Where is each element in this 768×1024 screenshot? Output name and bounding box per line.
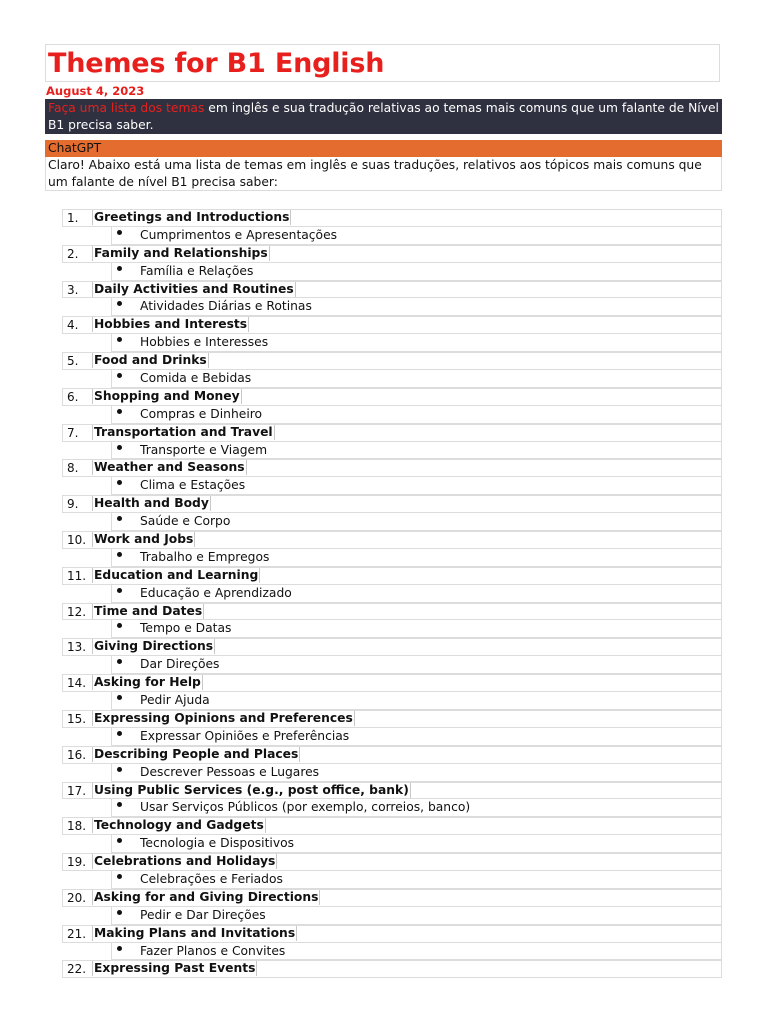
bullet-icon — [117, 409, 122, 414]
theme-portuguese: Educação e Aprendizado — [140, 585, 292, 600]
theme-translation-item — [111, 549, 722, 567]
theme-english: Making Plans and Invitations — [94, 925, 296, 940]
bullet-icon — [117, 874, 122, 879]
theme-number: 15. — [67, 711, 87, 726]
theme-number: 9. — [67, 497, 79, 512]
bullet-icon — [117, 516, 122, 521]
theme-portuguese: Pedir e Dar Direções — [140, 907, 266, 922]
theme-number: 20. — [67, 890, 87, 905]
bullet-icon — [117, 552, 122, 557]
theme-translation-item — [111, 943, 722, 961]
theme-portuguese: Atividades Diárias e Rotinas — [140, 299, 312, 314]
theme-item — [62, 817, 722, 835]
theme-english: Education and Learning — [94, 567, 259, 582]
theme-number: 10. — [67, 533, 87, 548]
theme-item — [62, 281, 722, 299]
theme-item — [62, 889, 722, 907]
theme-portuguese: Compras e Dinheiro — [140, 406, 263, 421]
bullet-icon — [117, 623, 122, 628]
theme-item — [62, 638, 722, 656]
theme-translation-item — [111, 406, 722, 424]
theme-portuguese: Usar Serviços Públicos (por exemplo, correios, banco) — [140, 800, 471, 815]
theme-english: Asking for Help — [94, 675, 201, 690]
bullet-icon — [117, 301, 122, 306]
theme-english: Celebrations and Holidays — [94, 854, 276, 869]
bullet-icon — [117, 946, 122, 951]
date-label: August 4, 2023 — [46, 84, 145, 98]
bullet-icon — [117, 445, 122, 450]
theme-translation-item — [111, 477, 722, 495]
theme-english: Hobbies and Interests — [94, 317, 248, 332]
theme-item — [62, 459, 722, 477]
page-title: Themes for B1 English — [48, 48, 385, 79]
theme-english: Time and Dates — [94, 603, 203, 618]
theme-item — [62, 424, 722, 442]
theme-english: Using Public Services (e.g., post office, bank) — [94, 782, 409, 797]
theme-english: Food and Drinks — [94, 353, 207, 368]
bullet-icon — [117, 266, 122, 271]
theme-english: Family and Relationships — [94, 245, 268, 260]
theme-portuguese: Saúde e Corpo — [140, 514, 231, 529]
theme-portuguese: Família e Relações — [140, 263, 254, 278]
theme-english: Expressing Past Events — [94, 961, 256, 976]
theme-english: Transportation and Travel — [94, 424, 273, 439]
theme-translation-item — [111, 620, 722, 638]
theme-portuguese: Expressar Opiniões e Preferências — [140, 728, 350, 743]
theme-english: Daily Activities and Routines — [94, 281, 294, 296]
theme-portuguese: Fazer Planos e Convites — [140, 943, 286, 958]
theme-item — [62, 853, 722, 871]
theme-translation-item — [111, 871, 722, 889]
bullet-icon — [117, 838, 122, 843]
theme-translation-item — [111, 799, 722, 817]
title-box — [45, 44, 720, 82]
theme-number: 14. — [67, 676, 87, 691]
bullet-icon — [117, 230, 122, 235]
theme-translation-item — [111, 370, 722, 388]
bullet-icon — [117, 802, 122, 807]
theme-portuguese: Transporte e Viagem — [140, 442, 268, 457]
bullet-icon — [117, 695, 122, 700]
theme-item — [62, 925, 722, 943]
theme-number: 18. — [67, 819, 87, 834]
theme-translation-item — [111, 585, 722, 603]
theme-item — [62, 746, 722, 764]
theme-number: 8. — [67, 461, 79, 476]
theme-item — [62, 782, 722, 800]
theme-portuguese: Tecnologia e Dispositivos — [140, 836, 295, 851]
theme-portuguese: Cumprimentos e Apresentações — [140, 227, 338, 242]
theme-english: Expressing Opinions and Preferences — [94, 710, 353, 725]
bullet-icon — [117, 731, 122, 736]
theme-english: Work and Jobs — [94, 532, 194, 547]
bullet-icon — [117, 480, 122, 485]
theme-translation-item — [111, 513, 722, 531]
bullet-icon — [117, 588, 122, 593]
theme-number: 12. — [67, 604, 87, 619]
theme-number: 22. — [67, 962, 87, 977]
theme-item — [62, 316, 722, 334]
theme-list — [62, 209, 722, 978]
theme-translation-item — [111, 227, 722, 245]
theme-translation-item — [111, 298, 722, 316]
theme-portuguese: Trabalho e Empregos — [140, 549, 270, 564]
bullet-icon — [117, 659, 122, 664]
theme-english: Greetings and Introductions — [94, 210, 290, 224]
prompt-text: em inglês e sua tradução relativas ao temas mais comuns que um falante de Nível B1 precisa saber. — [48, 101, 719, 132]
theme-portuguese: Pedir Ajuda — [140, 693, 210, 708]
theme-number: 17. — [67, 783, 87, 798]
theme-item — [62, 603, 722, 621]
theme-portuguese: Clima e Estações — [140, 478, 246, 493]
theme-portuguese: Comida e Bebidas — [140, 371, 252, 386]
theme-translation-item — [111, 728, 722, 746]
bullet-icon — [117, 767, 122, 772]
prompt-message — [45, 99, 722, 134]
theme-number: 11. — [67, 568, 87, 583]
theme-item — [62, 352, 722, 370]
theme-portuguese: Hobbies e Interesses — [140, 335, 269, 350]
theme-number: 13. — [67, 640, 87, 655]
theme-item — [62, 388, 722, 406]
theme-portuguese: Dar Direções — [140, 657, 220, 672]
theme-number: 4. — [67, 318, 79, 333]
theme-portuguese: Tempo e Datas — [140, 621, 232, 636]
theme-translation-item — [111, 442, 722, 460]
theme-item — [62, 209, 722, 227]
theme-english: Shopping and Money — [94, 388, 240, 403]
theme-translation-item — [111, 334, 722, 352]
theme-english: Giving Directions — [94, 639, 214, 654]
response-intro: Claro! Abaixo está uma lista de temas em inglês e suas traduções, relativos aos tópicos mais comuns que um falante de nível B1 precisa saber: — [45, 157, 722, 191]
theme-number: 6. — [67, 389, 79, 404]
theme-item — [62, 495, 722, 513]
theme-number: 2. — [67, 246, 79, 261]
theme-translation-item — [111, 263, 722, 281]
theme-number: 19. — [67, 855, 87, 870]
theme-number: 3. — [67, 282, 79, 297]
theme-number: 1. — [67, 211, 79, 225]
theme-portuguese: Descrever Pessoas e Lugares — [140, 764, 320, 779]
theme-item — [62, 567, 722, 585]
theme-item — [62, 960, 722, 978]
theme-translation-item — [111, 764, 722, 782]
theme-translation-item — [111, 656, 722, 674]
theme-number: 5. — [67, 354, 79, 369]
theme-translation-item — [111, 835, 722, 853]
bullet-icon — [117, 373, 122, 378]
bullet-icon — [117, 910, 122, 915]
theme-english: Asking for and Giving Directions — [94, 889, 319, 904]
prompt-highlight: Faça uma lista dos temas — [48, 101, 205, 115]
theme-item — [62, 531, 722, 549]
theme-item — [62, 674, 722, 692]
theme-translation-item — [111, 907, 722, 925]
theme-item — [62, 710, 722, 728]
theme-number: 16. — [67, 747, 87, 762]
responder-header: ChatGPT — [45, 140, 722, 157]
theme-item — [62, 245, 722, 263]
theme-portuguese: Celebrações e Feriados — [140, 871, 283, 886]
theme-english: Technology and Gadgets — [94, 818, 264, 833]
bullet-icon — [117, 337, 122, 342]
theme-english: Health and Body — [94, 496, 209, 511]
theme-number: 7. — [67, 425, 79, 440]
theme-translation-item — [111, 692, 722, 710]
theme-english: Describing People and Places — [94, 746, 299, 761]
theme-english: Weather and Seasons — [94, 460, 245, 475]
theme-number: 21. — [67, 926, 87, 941]
